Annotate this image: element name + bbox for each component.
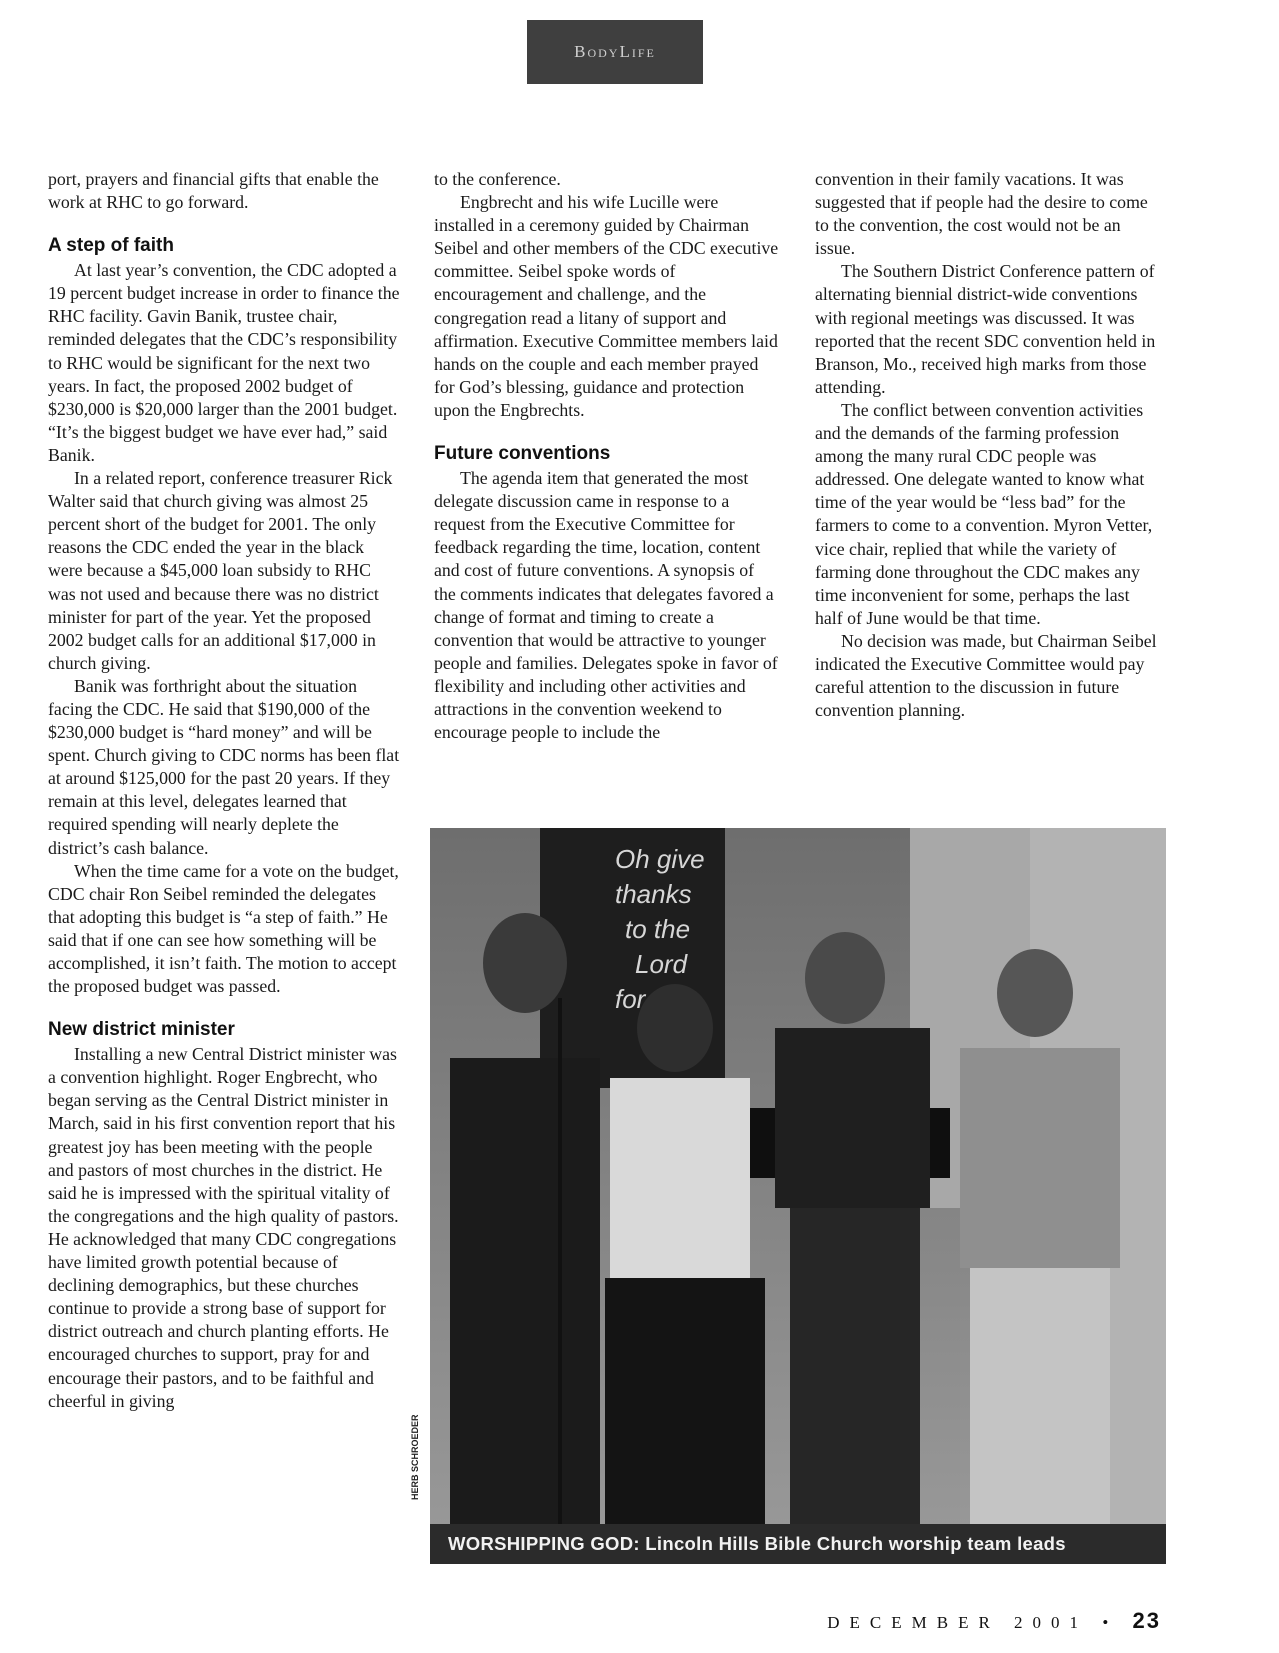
paragraph: At last year’s convention, the CDC adopted a 19 percent budget increase in order to finance the RHC facility. Gavin Banik, trustee chair, reminded delegates that the CDC’s responsibility to RHC would be significant for the next two years. In fact, the proposed 2002 budget of $230,000 is $20,000 larger than the 2001 budget. “It’s the biggest budget we have ever had,” said Banik. [48,260,400,465]
subheading-new-district-minister: New district minister [48,1019,235,1041]
paragraph: Banik was forthright about the situation facing the CDC. He said that $190,000 of the $230,000 budget is “hard money” and will be spent. Church giving to CDC norms has been flat at around $125,000 for the past 20 years. If they remain at this level, delegates learned that required spending will nearly deplete the district’s cash balance. [48,675,400,858]
photo-illustration [430,828,1166,1564]
paragraph: to the conference. [434,169,561,189]
page-number: 23 [1132,1608,1161,1633]
paragraph: Engbrecht and his wife Lucille were installed in a ceremony guided by Chairman Seibel and other members of the CDC executive committee. Seibel spoke words of encouragement and challenge, and the congregation read a litany of support and affirmation. Executive Committee members laid hands on the couple and each member prayed for God’s blessing, guidance and protection upon the Engbrechts. [434,192,779,420]
banner-line: Lord [635,949,688,979]
banner-line: thanks [615,879,692,909]
article-column-1 [48,168,400,1413]
paragraph: When the time came for a vote on the budget, CDC chair Ron Seibel reminded the delegates that adopting this budget is “a step of faith.” He said that if one can see how something will be accomplished, it isn’t faith. The motion to accept the proposed budget was passed. [48,860,399,997]
section-header-tab [527,20,703,84]
photo-credit: HERB SCHROEDER [410,1414,420,1500]
issue-date: DECEMBER 2001 [827,1613,1089,1632]
page-footer [827,1608,1161,1634]
section-label: BodyLife [574,42,656,61]
paragraph: The conflict between convention activities and the demands of the farming profession among the many rural CDC people was addressed. One delegate wanted to know what time of the year would be “less bad” for the farmers to come to a convention. Myron Vetter, vice chair, replied that while the variety of farming done throughout the CDC makes any time inconvenient for some, perhaps the last half of June would be that time. [815,399,1153,628]
subheading-future-conventions: Future conventions [434,443,611,465]
article-column-3 [815,168,1160,722]
paragraph: convention in their family vacations. It was suggested that if people had the desire to come to the convention, the cost would not be an issue. [815,169,1148,259]
banner-line: for [615,984,646,1014]
worship-team-photo [430,828,1166,1564]
banner-line: Oh give [615,844,705,874]
paragraph: The Southern District Conference pattern of alternating biennial district-wide conventions with regional meetings was discussed. It was reported that the recent SDC convention held in Branson, Mo., received high marks from those attending. [815,261,1156,397]
paragraph: Installing a new Central District minister was a convention highlight. Roger Engbrecht, who began serving as the Central District minister in March, said in his first convention report that his greatest joy has been meeting with the people and pastors of most churches in the district. He said he is impressed with the spiritual vitality of the congregations and the high quality of pastors. He acknowledged that many CDC congregations have limited growth potential because of declining demographics, but these churches continue to provide a strong base of support for district outreach and church planting efforts. He encouraged churches to support, pray for and encourage their pastors, and to be faithful and cheerful in giving [48,1044,399,1411]
subheading-step-of-faith: A step of faith [48,235,174,257]
footer-bullet: • [1102,1613,1119,1632]
paragraph: port, prayers and financial gifts that enable the work at RHC to go forward. [48,169,379,213]
article-column-2 [434,168,779,744]
paragraph: The agenda item that generated the most delegate discussion came in response to a request from the Executive Committee for feedback regarding the time, location, content and cost of future conventions. A synopsis of the comments indicates that delegates favored a change of format and timing to create a convention that would be attractive to younger people and families. Delegates spoke in favor of flexibility and including other activities and attractions in the convention weekend to encourage people to include the [434,468,778,743]
paragraph: No decision was made, but Chairman Seibel indicated the Executive Committee would pay careful attention to the discussion in future convention planning. [815,630,1157,721]
banner-line: to the [625,914,691,944]
photo-caption: WORSHIPPING GOD: Lincoln Hills Bible Church worship team leads [430,1524,1166,1564]
paragraph: In a related report, conference treasurer Rick Walter said that church giving was almost 25 percent short of the budget for 2001. The only reasons the CDC ended the year in the black were because a $45,000 loan subsidy to RHC was not used and because there was no district minister for part of the year. Yet the proposed 2002 budget calls for an additional $17,000 in church giving. [48,468,393,673]
